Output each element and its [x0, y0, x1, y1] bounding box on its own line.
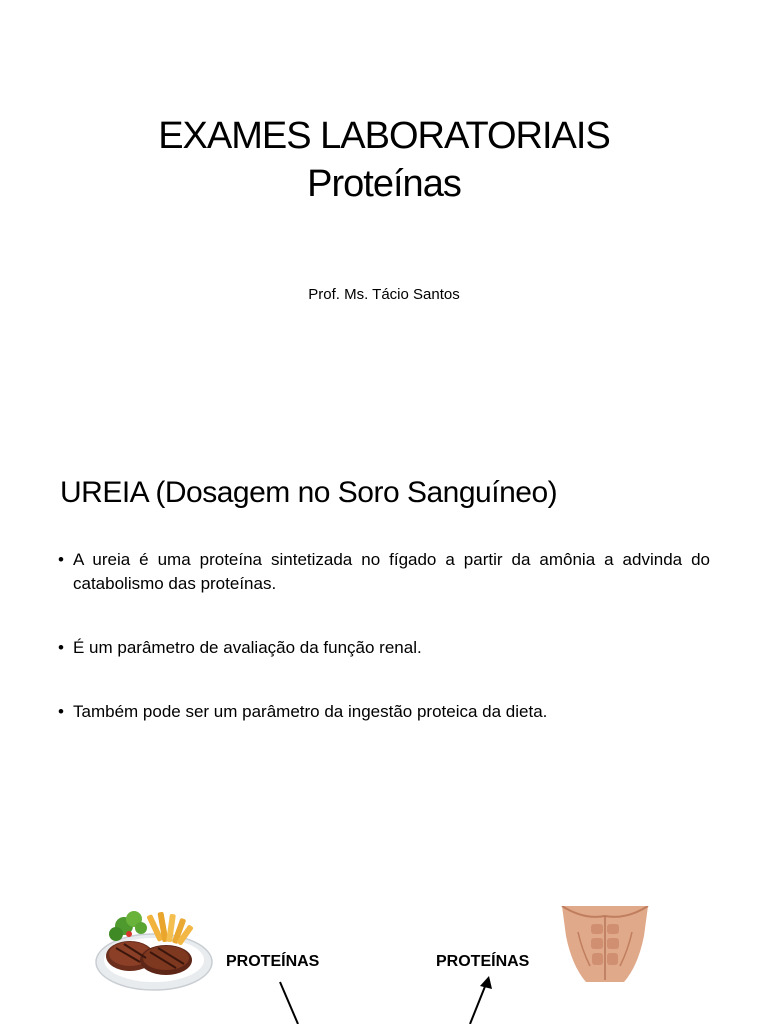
content-slide	[0, 432, 768, 1024]
arrow-line-left	[280, 982, 298, 1024]
title-slide	[0, 0, 768, 432]
bullet-item-3	[58, 700, 710, 724]
bullet-item-2	[58, 636, 710, 660]
title-line-2: Proteínas	[307, 163, 461, 205]
bullet-item-1	[58, 548, 710, 596]
bullet-symbol: •	[58, 638, 64, 657]
title-line-1: EXAMES LABORATORIAIS	[158, 115, 610, 157]
proteins-label-left: PROTEÍNAS	[226, 953, 320, 970]
slide-heading: UREIA (Dosagem no Soro Sanguíneo)	[60, 476, 558, 509]
proteins-label-right: PROTEÍNAS	[436, 953, 530, 970]
author-name: Prof. Ms. Tácio Santos	[308, 286, 460, 303]
arrow-head-right	[480, 976, 492, 989]
slide-title	[0, 112, 768, 208]
flow-arrows	[0, 972, 768, 1024]
bullet-text: É um parâmetro de avaliação da função renal.	[73, 638, 422, 657]
bullet-symbol: •	[58, 702, 64, 721]
abs-torso-icon	[558, 906, 652, 982]
bullet-text: Também pode ser um parâmetro da ingestão proteica da dieta.	[73, 702, 548, 721]
bullet-list	[58, 548, 710, 724]
bullet-text: A ureia é uma proteína sintetizada no fígado a partir da amônia a advinda do catabolismo das proteínas.	[73, 550, 710, 593]
bullet-symbol: •	[58, 550, 64, 569]
arrow-line-right	[470, 984, 486, 1024]
